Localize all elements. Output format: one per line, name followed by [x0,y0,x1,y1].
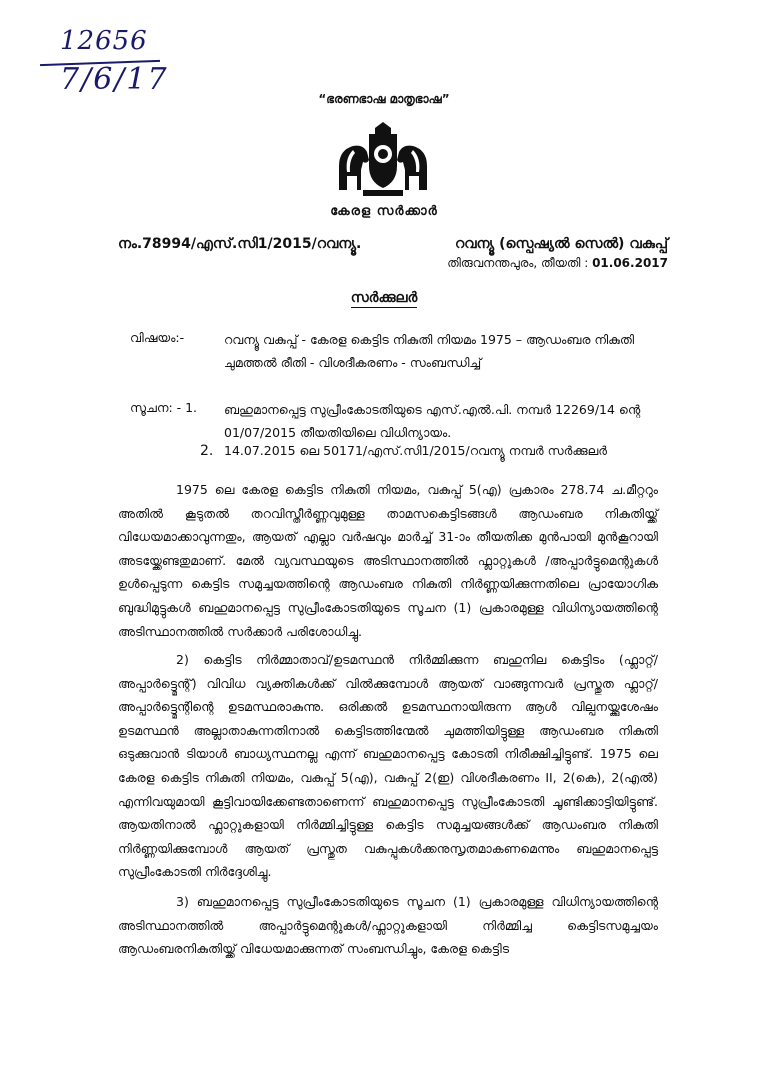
handwritten-number: 12656 [60,26,148,56]
handwritten-date: 7/6/17 [60,62,169,97]
kerala-emblem-icon [333,120,433,200]
circular-heading-text: സർക്കുലർ [350,290,418,306]
government-name: കേരള സർക്കാർ [330,204,438,219]
subject-label: വിഷയം:- [130,330,185,345]
paragraph-1 [118,478,658,643]
paragraph-2 [118,648,658,884]
subject-text: റവന്യൂ വകുപ്പ് - കേരള കെട്ടിട നികുതി നിയമം 1975 – ആഡംബര നികുതി ചുമത്തൽ രീതി - വിശദീകരണം - സംബന്ധിച്ച് [224,332,635,370]
issue-date: 01.06.2017 [592,256,668,270]
motto: “ഭരണഭാഷ മാതൃഭാഷ” [318,92,450,106]
reference-2-number: 2. [200,443,214,459]
place-date-label: തിരുവനന്തപുരം, തീയതി : [447,256,593,270]
reference-2-text: 14.07.2015 ലെ 50171/എസ്.സി1/2015/റവന്യൂ നമ്പർ സർക്കുലർ [224,443,608,458]
reference-1-text: ബഹുമാനപ്പെട്ട സുപ്രീംകോടതിയുടെ എസ്.എൽ.പി. നമ്പർ 12269/14 ന്റെ 01/07/2015 തീയതിയിലെ വിധിന്യായം. [224,402,641,440]
paragraph-1-text: 1975 ലെ കേരള കെട്ടിട നികുതി നിയമം, വകുപ്പ് 5(എ) പ്രകാരം 278.74 ച.മീറ്ററും അതിൽ കൂടുതൽ തറവിസ്തീർണ്ണവുമുള്ള താമസകെട്ടിടങ്ങൾ ആഡംബര നികുതിയ്ക്ക് വിധേയമാക്കാവുന്നതും, ആയത് എല്ലാ വർഷവും മാർച്ച് 31-ാം തീയതിക്ക മുൻപായി മുൻകൂറായി അടയ്ക്കേണ്ടതുമാണ്. മേൽ വ്യവസ്ഥയുടെ അടിസ്ഥാനത്തിൽ ഫ്ലാറ്റുകൾ /അപ്പാർട്ടുമെന്റുകൾ ഉൾപ്പെടുന്ന കെട്ടിട സമുച്ചയത്തിന്റെ ആഡംബര നികുതി നിർണ്ണയിക്കുന്നതിലെ പ്രായോഗിക ബുദ്ധിമുട്ടുകൾ ബഹുമാനപ്പെട്ട സുപ്രീംകോടതിയുടെ സൂചന (1) പ്രകാരമുള്ള വിധിന്യായത്തിന്റെ അടിസ്ഥാനത്തിൽ സർക്കാർ പരിശോധിച്ചു. [118,482,658,639]
department-name: റവന്യൂ (സ്പെഷ്യൽ സെൽ) വകുപ്പ് [454,236,668,252]
reference-label: സൂചന: - 1. [130,400,198,415]
paragraph-2-text: 2) കെട്ടിട നിർമ്മാതാവ്/ഉടമസ്ഥൻ നിർമ്മിക്കുന്ന ബഹുനില കെട്ടിടം (ഫ്ലാറ്റ്/അപ്പാർട്ട്മെന്റ്) വിവിധ വ്യക്തികൾക്ക് വിൽക്കുമ്പോൾ ആയത് വാങ്ങുന്നവർ പ്രസ്തുത ഫ്ലാറ്റ്/അപ്പാർട്ട്മെന്റിന്റെ ഉടമസ്ഥരാകുന്നു. ഒരിക്കൽ ഉടമസ്ഥനായിരുന്ന ആൾ വില്പനയ്ക്കുശേഷം ഉടമസ്ഥൻ അല്ലാതാകുന്നതിനാൽ കെട്ടിടത്തിന്മേൽ ചുമത്തിയിട്ടുള്ള ആഡംബര നികുതി ഒടുക്കുവാൻ ടിയാൾ ബാധ്യസ്ഥനല്ല എന്ന് ബഹുമാനപ്പെട്ട കോടതി നിരീക്ഷിച്ചിട്ടുണ്ട്. 1975 ലെ കേരള കെട്ടിട നികുതി നിയമം, വകുപ്പ് 5(എ), വകുപ്പ് 2(ഇ) വിശദീകരണം II, 2(കെ), 2(എൽ) എന്നിവയുമായി കൂട്ടിവായിക്കേണ്ടതാണെന്ന് ബഹുമാനപ്പെട്ട സുപ്രീംകോടതി ചൂണ്ടിക്കാട്ടിയിട്ടുണ്ട്. ആയതിനാൽ ഫ്ലാറ്റുകളായി നിർമ്മിച്ചിട്ടുള്ള കെട്ടിട സമുച്ചയങ്ങൾക്ക് ആഡംബര നികുതി നിർണ്ണയിക്കുമ്പോൾ ആയത് പ്രസ്തുത വകുപ്പുകൾക്കനുസൃതമാകണമെന്നും ബഹുമാനപ്പെട്ട സുപ്രീംകോടതി നിർദ്ദേശിച്ചു. [118,652,658,880]
circular-heading [0,290,768,306]
order-number: നം.78994/എസ്.സി1/2015/റവന്യൂ. [118,236,362,252]
paragraph-3-text: 3) ബഹുമാനപ്പെട്ട സുപ്രീംകോടതിയുടെ സൂചന (1) പ്രകാരമുള്ള വിധിന്യായത്തിന്റെ അടിസ്ഥാനത്തിൽ അപ്പാർട്ടുമെന്റുകൾ/ഫ്ലാറ്റുകളായി നിർമ്മിച്ച കെട്ടിടസമുച്ചയം ആഡംബരനികുതിയ്ക്ക് വിധേയമാക്കുന്നത് സംബന്ധിച്ചും, കേരള കെട്ടിട [118,894,658,957]
place-date [447,256,668,271]
paragraph-3 [118,890,658,961]
